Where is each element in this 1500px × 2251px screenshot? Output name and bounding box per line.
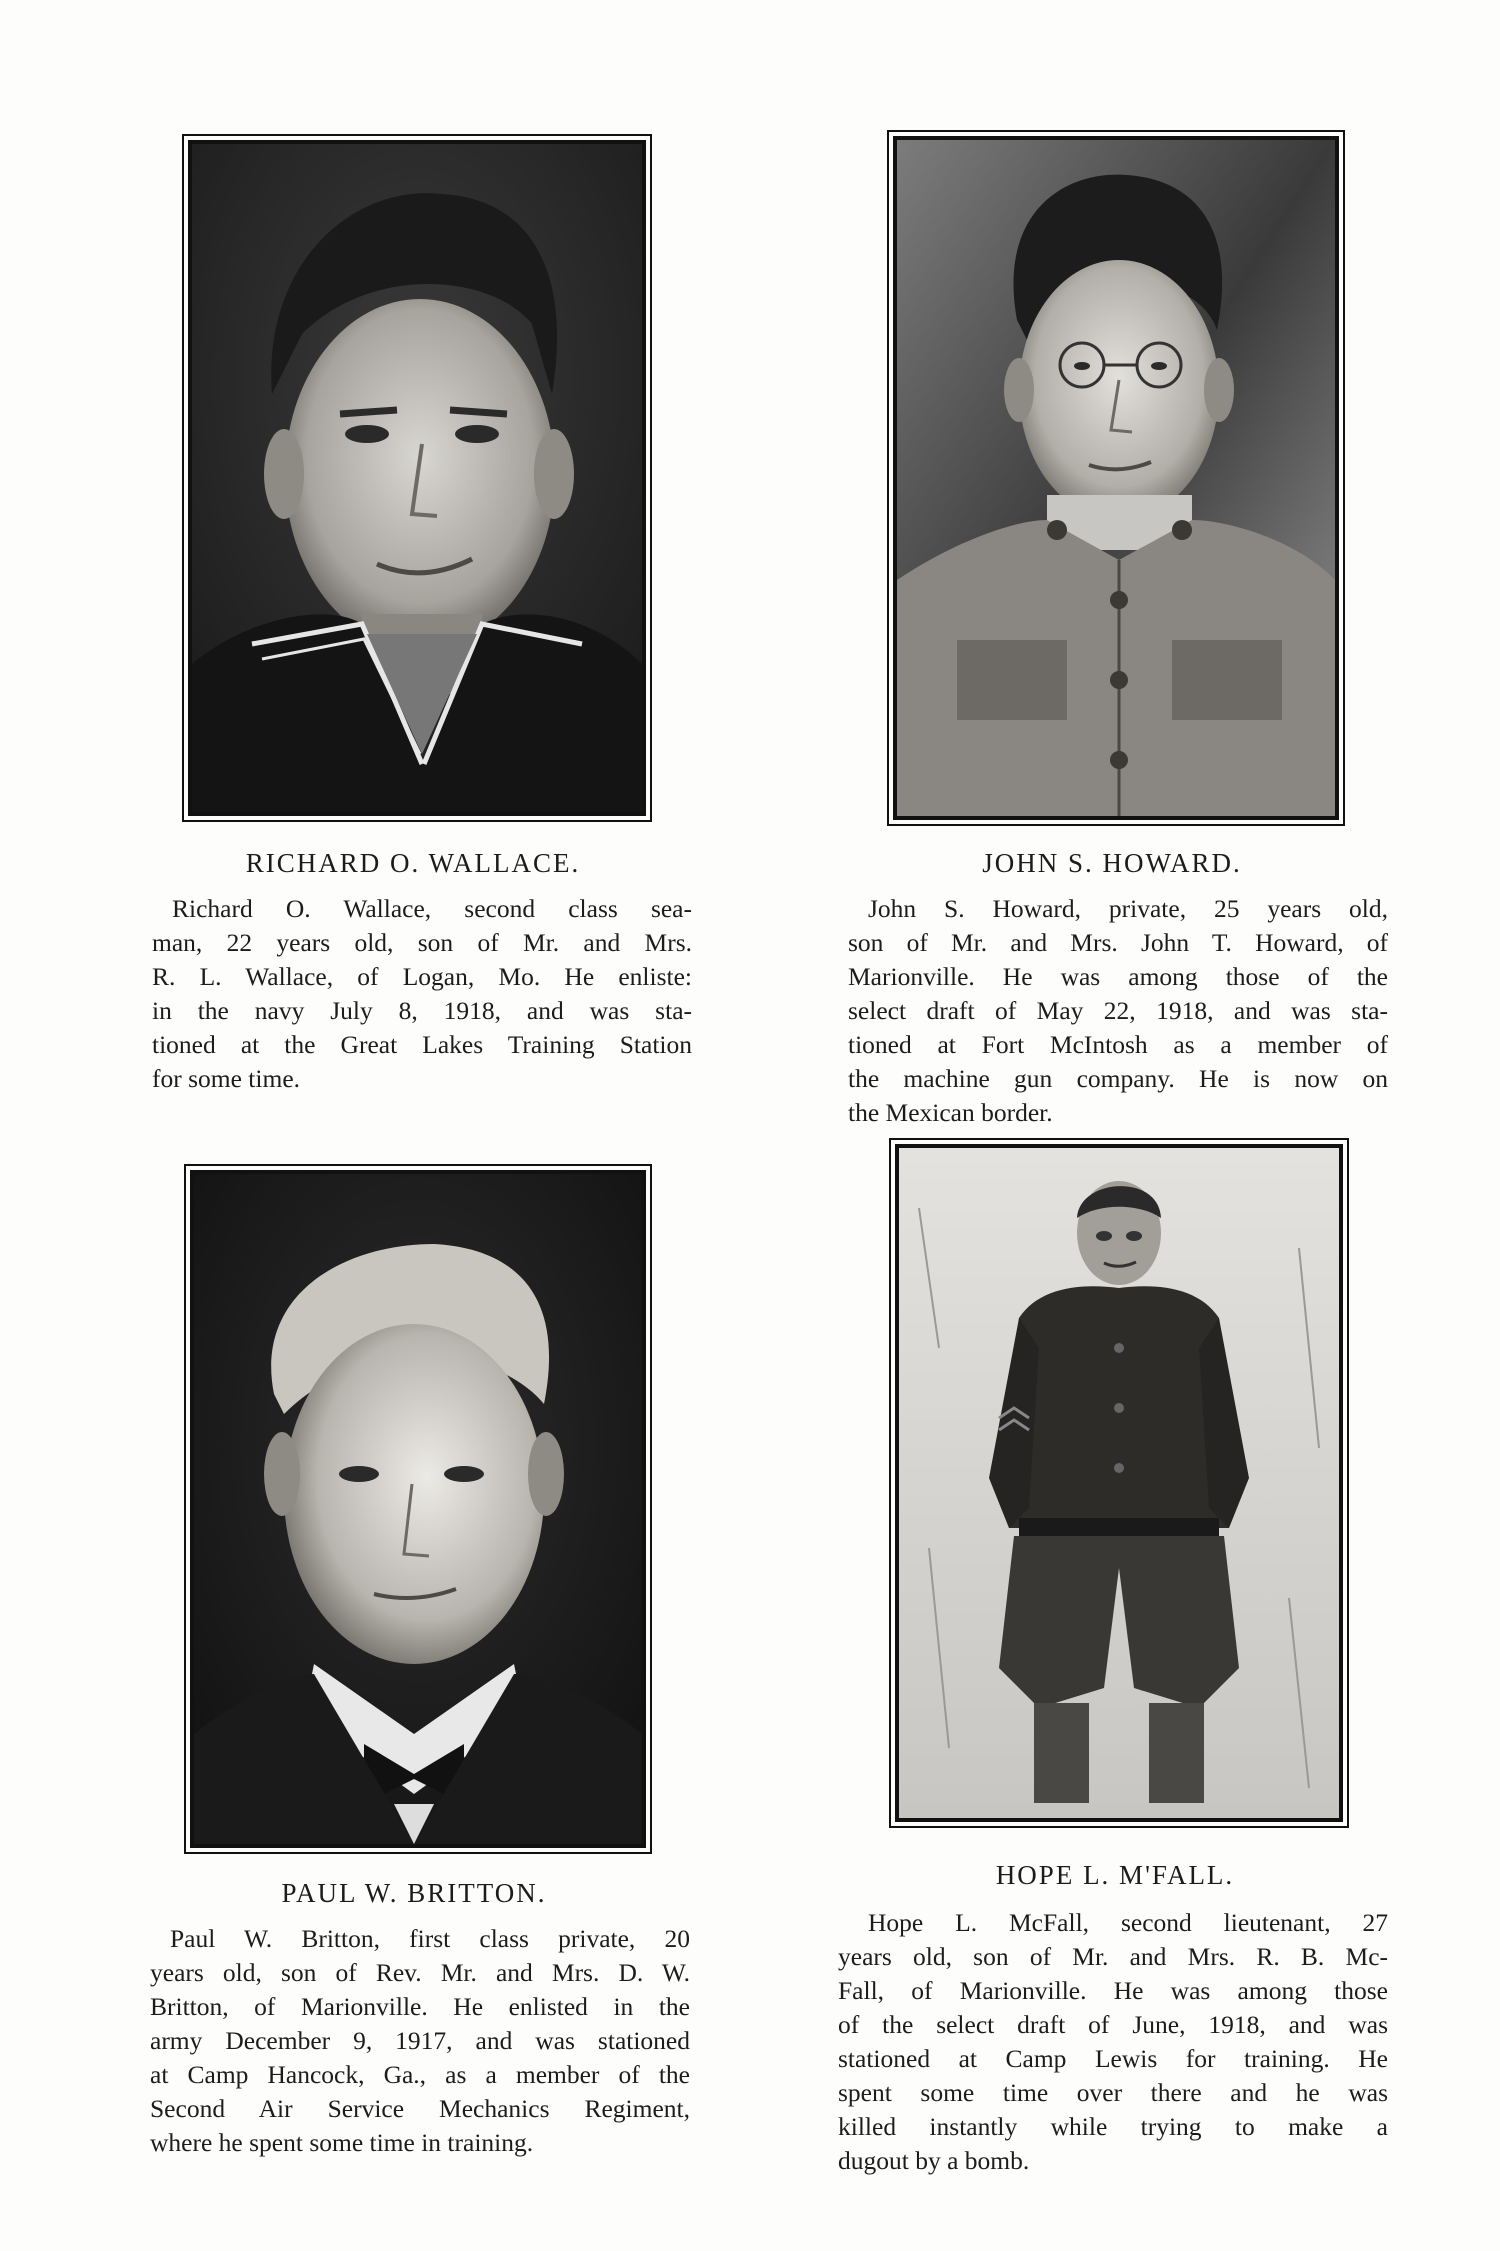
- civilian-portrait-image: [194, 1174, 642, 1844]
- portrait-photo-britton: [190, 1170, 646, 1848]
- name-heading-britton: PAUL W. BRITTON.: [281, 1878, 547, 1908]
- bio-line: Hope L. McFall, second lieutenant, 27: [868, 1908, 1388, 1937]
- bio-line: years old, son of Rev. Mr. and Mrs. D. W.: [150, 1958, 690, 1987]
- name-heading-mcfall: HOPE L. M'FALL.: [995, 1860, 1235, 1890]
- bio-line: dugout by a bomb.: [838, 2146, 1030, 2175]
- bio-line: select draft of May 22, 1918, and was sta-: [848, 996, 1388, 1025]
- bio-line: tioned at Fort McIntosh as a member of: [848, 1030, 1388, 1059]
- bio-line: of the select draft of June, 1918, and was: [838, 2010, 1388, 2039]
- bio-line: man, 22 years old, son of Mr. and Mrs.: [152, 928, 692, 957]
- bio-line: R. L. Wallace, of Logan, Mo. He enliste:: [152, 962, 692, 991]
- bio-line: Richard O. Wallace, second class sea-: [172, 894, 692, 923]
- bio-line: John S. Howard, private, 25 years old,: [868, 894, 1388, 923]
- bio-line: army December 9, 1917, and was stationed: [150, 2026, 690, 2055]
- bio-line: Second Air Service Mechanics Regiment,: [150, 2094, 690, 2123]
- bio-line: Britton, of Marionville. He enlisted in the: [150, 1992, 690, 2021]
- bio-paragraph-wallace: [152, 892, 692, 1096]
- bio-line: Marionville. He was among those of the: [848, 962, 1388, 991]
- bio-line: for some time.: [152, 1064, 301, 1093]
- name-heading-wallace: RICHARD O. WALLACE.: [245, 848, 581, 878]
- bio-line: spent some time over there and he was: [838, 2078, 1388, 2107]
- bio-line: killed instantly while trying to make a: [838, 2112, 1388, 2141]
- bio-line: years old, son of Mr. and Mrs. R. B. Mc-: [838, 1942, 1388, 1971]
- bio-line: Paul W. Britton, first class private, 20: [170, 1924, 690, 1953]
- name-heading-howard: JOHN S. HOWARD.: [982, 848, 1242, 878]
- portrait-photo-howard: [893, 136, 1339, 820]
- bio-line: the Mexican border.: [848, 1098, 1053, 1127]
- bio-line: tioned at the Great Lakes Training Station: [152, 1030, 692, 1059]
- bio-paragraph-britton: [150, 1922, 690, 2160]
- bio-line: at Camp Hancock, Ga., as a member of the: [150, 2060, 690, 2089]
- bio-line: Fall, of Marionville. He was among those: [838, 1976, 1388, 2005]
- bio-line: the machine gun company. He is now on: [848, 1064, 1388, 1093]
- bio-line: in the navy July 8, 1918, and was sta-: [152, 996, 692, 1025]
- portrait-photo-wallace: [188, 140, 646, 816]
- bio-line: stationed at Camp Lewis for training. He: [838, 2044, 1388, 2073]
- sailor-portrait-image: [192, 144, 642, 812]
- bio-line: son of Mr. and Mrs. John T. Howard, of: [848, 928, 1388, 957]
- bio-paragraph-mcfall: [838, 1906, 1388, 2178]
- soldier-full-length-image: [899, 1148, 1339, 1818]
- bio-paragraph-howard: [848, 892, 1388, 1130]
- portrait-photo-mcfall: [895, 1144, 1343, 1822]
- soldier-portrait-image: [897, 140, 1335, 816]
- bio-line: where he spent some time in training.: [150, 2128, 534, 2157]
